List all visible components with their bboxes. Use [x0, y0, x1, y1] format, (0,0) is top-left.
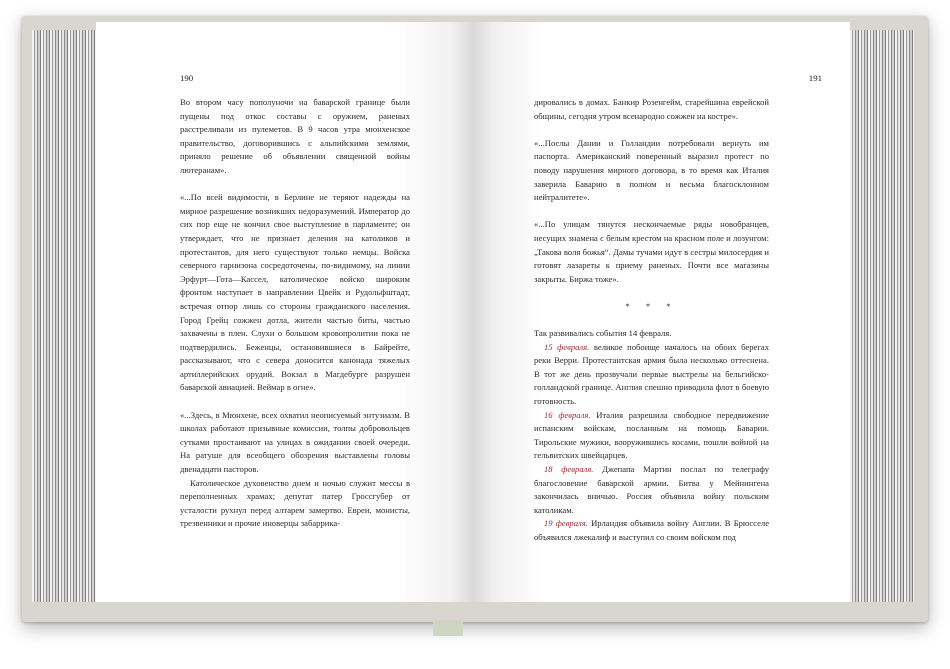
entry-date: 18 февраля. [544, 464, 594, 475]
left-page-edges [32, 30, 96, 602]
entry-text: Джепапа Мартин послал по телеграфу благословение баварской армии. Битва у Мейнингена закончилась вничью. Россия объявила войну польским католикам. [534, 464, 770, 515]
right-page-edges [850, 30, 914, 602]
left-text-column [180, 96, 410, 531]
bookmark-ribbon-bottom [433, 620, 463, 636]
page-number-right: 191 [808, 73, 822, 83]
paragraph: Католическое духовенство днем и ночью служит мессы в переполненных храмах; депутат патер Гроссгубер от усталости рухнул перед алтарем замертво. Евреи, монисты, трезвенники и прочие иноверцы забаррика- [180, 477, 410, 529]
left-page [96, 22, 474, 602]
chronicle-entry [534, 517, 769, 544]
paragraph: «...Послы Дании и Голландии потребовали вернуть им паспорта. Американский поверенный выразил протест по поводу нарушения мирного договора, в то время как Италия заверила Баварию в полном и весьма благосклонном нейтралитете». [534, 137, 769, 203]
paragraph: «...Здесь, в Мюнхене, всех охватил неописуемый энтузиазм. В школах работают призывные комиссии, толпы добровольцев сутками простаивают на улицах в ожидании своей очереди. На ратуше для всеобщего обозрения выставлены головы двенадцати пасторов. [180, 409, 410, 475]
paragraph: «...По улицам тянутся нескончаемые ряды новобранцев, несущих знамена с белым крестом на красном поле и лозунгом: „Такова воля божья“. Дамы тучами идут в сестры милосердия и готовят лазареты к приему раненых. Почти все магазины закрыты. Биржа тоже». [534, 219, 769, 284]
entry-text: Ирландия объявила войну Англии. В Брюсселе объявился лжекалиф и выступил со своим войском под [534, 518, 770, 542]
entry-date: 16 февраля. [544, 409, 591, 420]
entry-text: великое побоище началось на обоих берегах реки Верри. Протестантская армия была несколько оттеснена. В тот же день прозвучали первые выстрелы на бельгийско-голландской границе. Англия спешно приводила флот в боевую готовность. [534, 341, 769, 407]
right-text-column [534, 96, 769, 545]
chronicle-entry [534, 463, 769, 517]
entry-date: 19 февраля. [544, 518, 588, 529]
right-page [474, 22, 850, 602]
chronicle-entry [534, 409, 769, 463]
section-intro: Так развивались события 14 февраля. [534, 328, 672, 339]
paragraph: дировались в домах. Банкир Розенгейм, старейшина еврейской общины, сегодня утром всенародно сожжен на костре». [534, 97, 769, 121]
entry-text: Италия разрешила свободное передвижение испанским войскам, посланным на помощь Баварии. Тирольские мужики, вооружившись косами, пошли войной на гельвитских швейцарцев. [534, 409, 770, 461]
paragraph: Во втором часу пополуночи на баварской границе были пущены под откос составы с оружием, раненых расстреливали из пулеметов. В 9 часов утра мюнхенское правительство, договорившись с альпийскими землями, приняло решение об объявлении священной войны лютеранам». [180, 97, 410, 175]
entry-date: 15 февраля. [544, 341, 590, 352]
chronicle-entry [534, 341, 769, 409]
section-separator: * * * [625, 300, 678, 311]
paragraph: «...По всей видимости, в Берлине не теряют надежды на мирное разрешение возникших недоразумений. Император до сих пор еще не кончил свое выступление в парламенте; он утверждает, что не признает деления на католиков и протестантов, для него существуют только немцы. Войска северного гарнизона сосредоточены, по-видимому, на линии Эрфурт—Гота—Кассел, католическое войско широким фронтом наступает в направлении Цвейк и Рудольфштадт, встречая отпор лишь со стороны гражданского населения. Город Грейц сожжен дотла, жители частью биты, частью захвачены в плен. Слухи о большом кровопролитии пока не подтвердились. Беженцы, остановившиеся в Байрейте, рассказывают, что с севера доносится канонада тяжелых артиллерийских орудий. Вокзал в Магдебурге разрушен баварской авиацией. Веймар в огне». [180, 192, 410, 393]
page-number-left: 190 [180, 73, 194, 83]
